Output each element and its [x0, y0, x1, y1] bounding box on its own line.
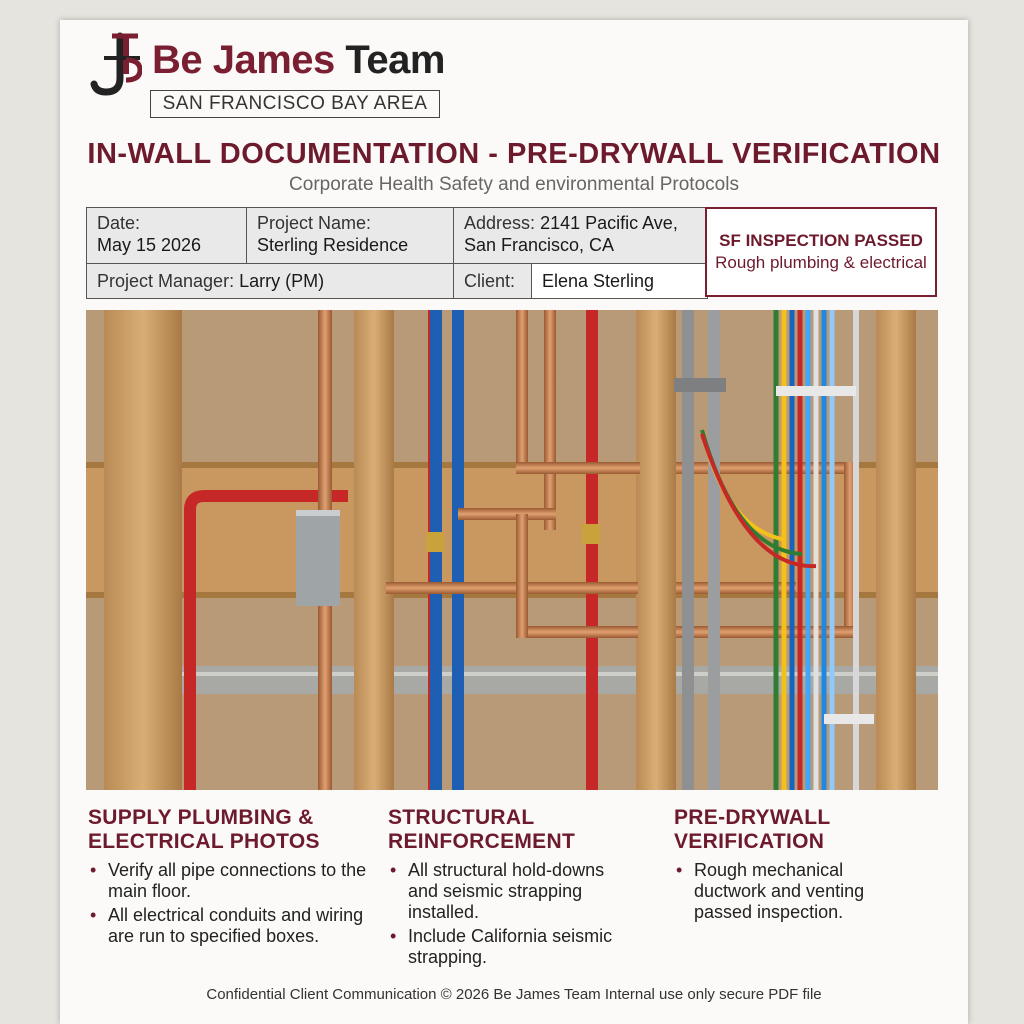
section-title: [88, 806, 368, 854]
document-page: [60, 20, 968, 1024]
inspection-status-detail: Rough plumbing & electrical: [715, 253, 927, 272]
address-cell: [454, 208, 707, 264]
section-title-line2: ELECTRICAL PHOTOS: [88, 830, 320, 853]
section-title-line2: REINFORCEMENT: [388, 830, 576, 853]
project-name-value: Sterling Residence: [257, 235, 409, 255]
address-label: Address:: [464, 213, 536, 233]
in-wall-framing-photo: [86, 310, 938, 790]
section-title: [674, 806, 914, 854]
region-label: SAN FRANCISCO BAY AREA: [150, 90, 440, 118]
client-value-cell: [532, 264, 707, 298]
client-label-cell: [454, 264, 532, 298]
client-label: Client:: [464, 271, 516, 291]
section-list: [388, 860, 638, 968]
section-structural-reinforcement: [388, 806, 638, 971]
inspection-status-badge: [705, 207, 937, 297]
address-value-line1: 2141 Pacific Ave,: [540, 213, 678, 233]
section-pre-drywall-verification: [674, 806, 914, 926]
date-value: May 15 2026: [97, 235, 202, 255]
section-title-line1: STRUCTURAL: [388, 806, 535, 829]
project-name-cell: [247, 208, 454, 264]
section-list: [88, 860, 368, 947]
section-title-line2: VERIFICATION: [674, 830, 825, 853]
list-item: • Include California seismic strapping.: [408, 926, 638, 968]
inspection-status-title: SF INSPECTION PASSED: [719, 231, 923, 250]
document-subtitle: Corporate Health Safety and environmental Protocols: [289, 174, 739, 195]
list-item: • All electrical conduits and wiring are run to specified boxes.: [108, 905, 368, 947]
brand-name: [152, 38, 445, 83]
project-info-table: [86, 207, 708, 299]
date-cell: [87, 208, 247, 264]
footer-note: Confidential Client Communication © 2026 Be James Team Internal use only secure PDF file: [206, 986, 822, 1003]
section-title-line1: PRE-DRYWALL: [674, 806, 831, 829]
section-list: [674, 860, 914, 923]
client-value: Elena Sterling: [542, 271, 655, 291]
list-item: • Rough mechanical ductwork and venting passed inspection.: [694, 860, 914, 923]
brand-name-accent: Be James: [152, 38, 335, 82]
bj-monogram-icon: [90, 30, 142, 100]
project-manager-label: Project Manager:: [97, 271, 235, 291]
project-manager-cell: [87, 264, 454, 298]
list-item: • Verify all pipe connections to the main floor.: [108, 860, 368, 902]
project-name-label: Project Name:: [257, 213, 372, 233]
section-title: [388, 806, 638, 854]
address-value-line2: San Francisco, CA: [464, 235, 615, 255]
list-item: • All structural hold-downs and seismic strapping installed.: [408, 860, 638, 923]
section-title-line1: SUPPLY PLUMBING &: [88, 806, 314, 829]
brand-name-suffix: Team: [345, 38, 445, 82]
section-supply-plumbing: [88, 806, 368, 950]
date-label: Date:: [97, 213, 141, 233]
project-manager-value: Larry (PM): [239, 271, 325, 291]
document-title: IN-WALL DOCUMENTATION - PRE-DRYWALL VERIFICATION: [87, 138, 941, 170]
